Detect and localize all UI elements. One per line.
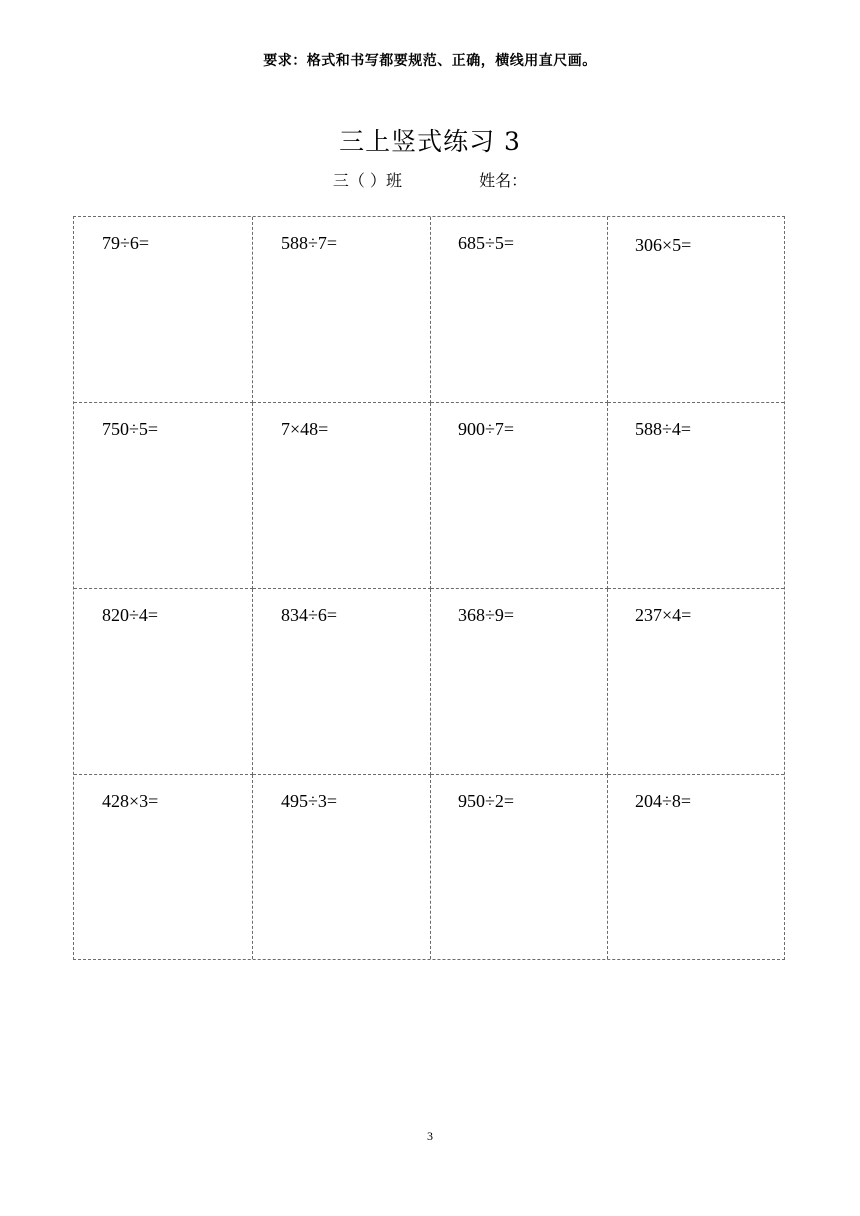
problem-cell [431,589,608,775]
problem-cell [253,775,431,959]
problem-cell [74,589,253,775]
name-label: 姓名： [479,171,528,190]
problem-text: 685÷5= [458,233,515,253]
problem-cell [431,775,608,959]
problem-text: 237×4= [635,605,692,625]
worksheet-title: 三上竖式练习 3 [339,127,521,156]
student-info-line [0,168,860,191]
problem-cell [253,403,431,589]
page-number: 3 [427,1129,433,1143]
problem-cell [608,589,784,775]
problem-text: 950÷2= [458,791,515,811]
problem-cell [608,217,784,403]
problem-text: 79÷6= [102,233,150,253]
requirement-note: 要求：格式和书写都要规范、正确，横线用直尺画。 [263,53,597,69]
problem-cell [74,217,253,403]
problem-text: 368÷9= [458,605,515,625]
problem-text: 204÷8= [635,791,692,811]
problem-text: 306×5= [635,235,692,255]
problem-cell [608,775,784,959]
problem-cell [608,403,784,589]
problem-text: 7×48= [281,419,329,439]
problem-cell [74,775,253,959]
problem-text: 750÷5= [102,419,159,439]
problem-cell [253,217,431,403]
problem-text: 495÷3= [281,791,338,811]
problem-text: 428×3= [102,791,159,811]
problem-cell [74,403,253,589]
problem-cell [431,403,608,589]
problem-cell [253,589,431,775]
problem-text: 588÷7= [281,233,338,253]
class-label: 三（ ）班 [332,171,402,190]
problem-text: 588÷4= [635,419,692,439]
problem-text: 820÷4= [102,605,159,625]
problem-text: 900÷7= [458,419,515,439]
problem-cell [431,217,608,403]
problem-text: 834÷6= [281,605,338,625]
problem-grid [73,216,785,960]
